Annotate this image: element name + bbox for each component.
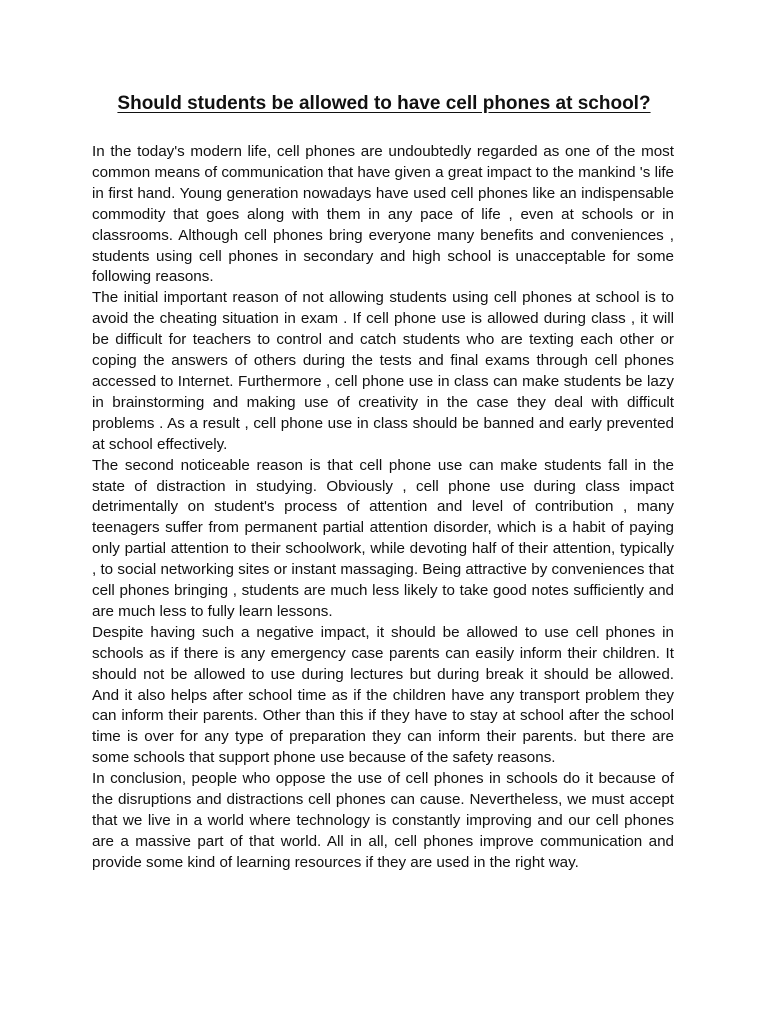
paragraph-distraction-reason: The second noticeable reason is that cell phone use can make students fall in the state of distraction in studying. Obviously , cell phone use during class impact detrimentally on student's process of attention and level of contribution , many teenagers suffer from permanent partial attention disorder, which is a habit of paying only partial attention to their schoolwork, while devoting half of their attention, typically , to social networking sites or instant massaging. Being attractive by conveniences that cell phones bringing , students are much less likely to take good notes sufficiently and are much less to fully learn lessons. bbox=[92, 456, 674, 620]
paragraph-cheating-reason: The initial important reason of not allowing students using cell phones at school is to avoid the cheating situation in exam . If cell phone use is allowed during class , it will be difficult for teachers to control and catch students who are texting each other or coping the answers of others during the tests and final exams through cell phones accessed to Internet. Furthermore , cell phone use in class can make students be lazy in brainstorming and making use of creativity in the case they deal with difficult problems . As a result , cell phone use in class should be banned and early prevented at school effectively. bbox=[92, 289, 674, 453]
document-body bbox=[92, 142, 674, 874]
paragraph-counterargument: Despite having such a negative impact, it should be allowed to use cell phones in schools as if there is any emergency case parents can easily inform their children. It should not be allowed to use during lectures but during break it should be allowed. And it also helps after school time as if the children have any transport problem they can inform their parents. Other than this if they have to stay at school after the school time is over for any type of preparation they can inform their parents. but there are some schools that support phone use because of the safety reasons. bbox=[92, 623, 674, 767]
paragraph-conclusion: In conclusion, people who oppose the use of cell phones in schools do it because of the disruptions and distractions cell phones can cause. Nevertheless, we must accept that we live in a world where technology is constantly improving and our cell phones are a massive part of that world. All in all, cell phones improve communication and provide some kind of learning resources if they are used in the right way. bbox=[92, 770, 674, 871]
document-title: Should students be allowed to have cell phones at school? bbox=[117, 93, 651, 114]
paragraph-introduction: In the today's modern life, cell phones are undoubtedly regarded as one of the most common means of communication that have given a great impact to the mankind 's life in first hand. Young generation nowadays have used cell phones like an indispensable commodity that goes along with them in any pace of life , even at schools or in classrooms. Although cell phones bring everyone many benefits and conveniences , students using cell phones in secondary and high school is unacceptable for some following reasons. bbox=[92, 143, 674, 286]
